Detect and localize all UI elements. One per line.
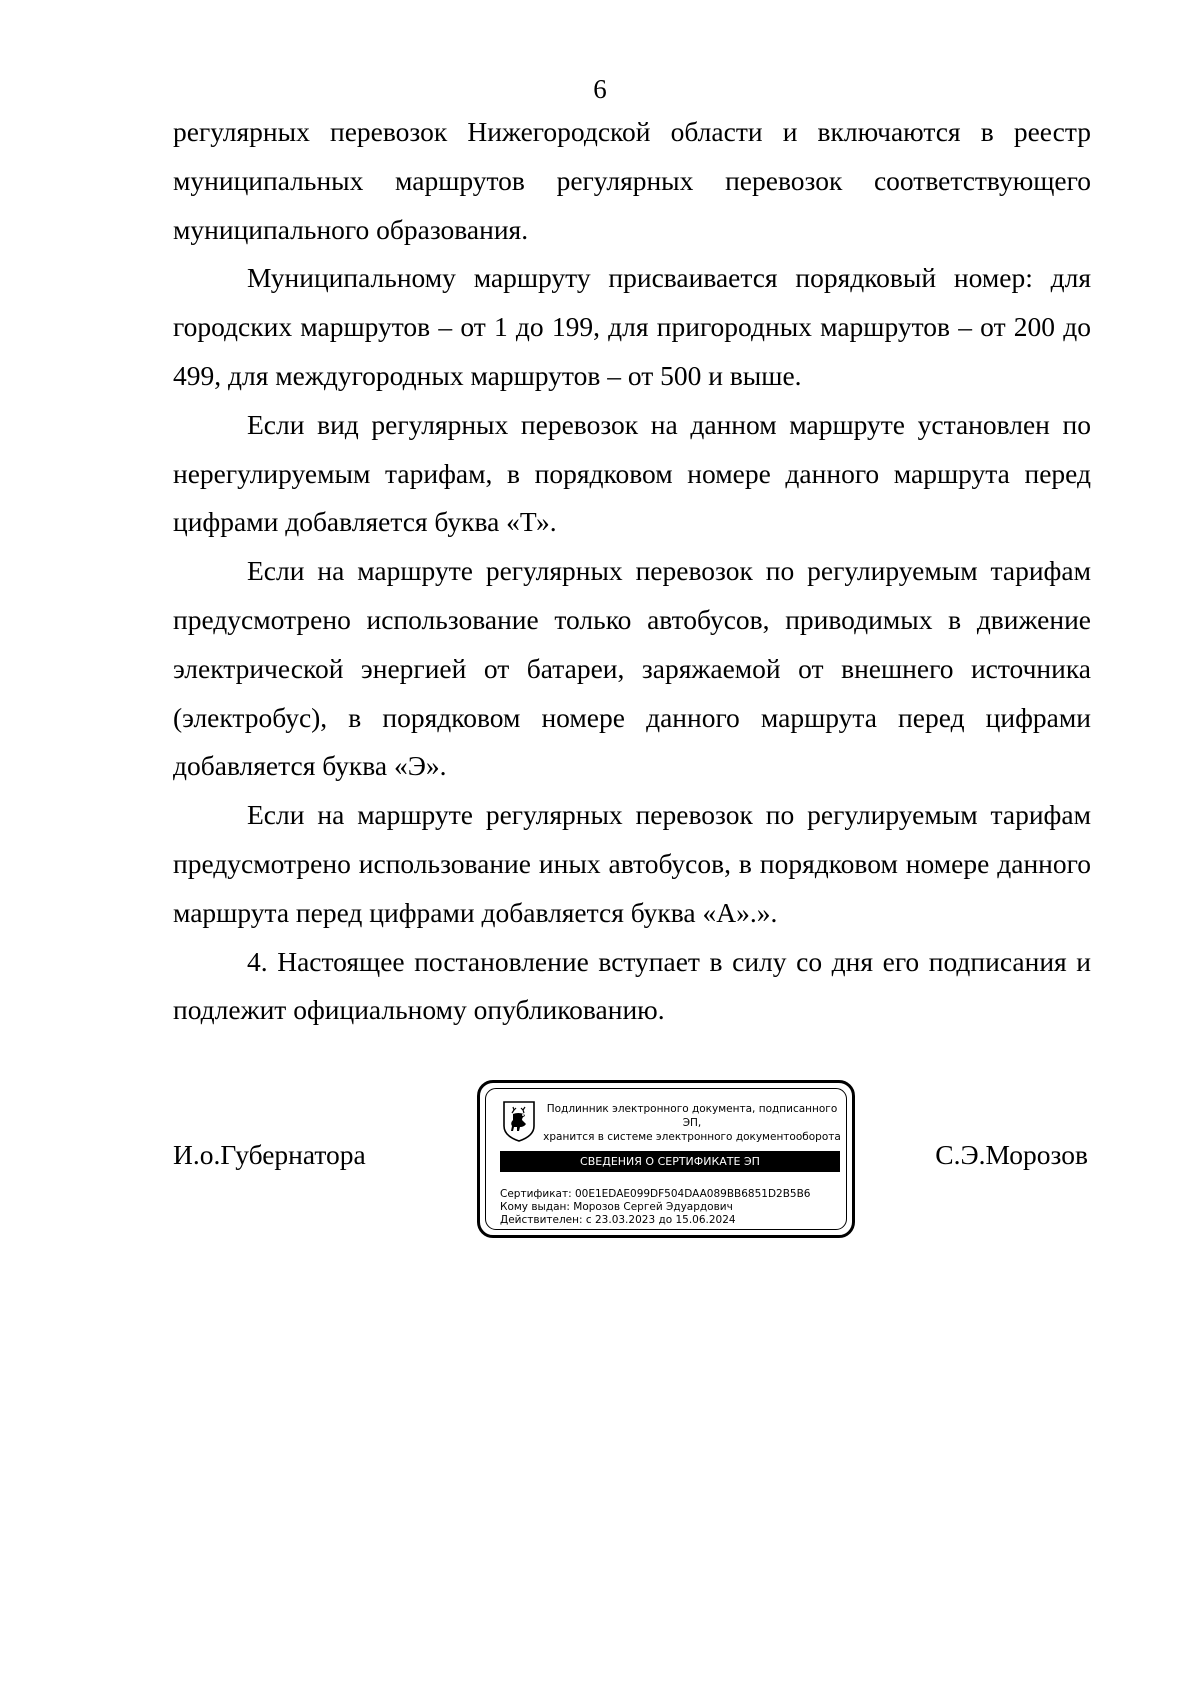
signatory-name: С.Э.Морозов [935,1139,1088,1170]
stamp-inner-frame [485,1088,847,1230]
paragraph-continuation: регулярных перевозок Нижегородской области и включаются в реестр муниципальных маршрутов регулярных перевозок соответствующего муниципального образования. [173,116,1091,245]
stamp-title-bar: СВЕДЕНИЯ О СЕРТИФИКАТЕ ЭП [500,1151,840,1172]
certificate-row [500,1188,840,1201]
paragraph-route-numbering: Муниципальному маршруту присваивается порядковый номер: для городских маршрутов – от 1 до 199, для пригородных маршрутов – от 200 до 499, для междугородных маршрутов – от 500 и выше. [173,262,1091,391]
validity-row [500,1214,840,1227]
stamp-header-line-1: Подлинник электронного документа, подписанного ЭП, [546,1103,838,1129]
issued-to-row [500,1201,840,1214]
paragraph-letter-e: Если на маршруте регулярных перевозок по регулируемым тарифам предусмотрено использование только автобусов, приводимых в движение электрической энергией от батареи, заряжаемой от внешнего источника (электробус), в порядковом номере данного маршрута перед цифрами добавляется буква «Э». [173,555,1091,782]
stamp-header [542,1102,842,1144]
certificate-value: 00E1EDAE099DF504DAA089BB6851D2B5B6 [574,1188,811,1200]
issued-to-value: Морозов Сергей Эдуардович [573,1201,733,1213]
stamp-header-line-2: хранится в системе электронного документооборота [543,1131,841,1143]
certificate-label: Сертификат: [500,1188,572,1200]
paragraph-effective-date: 4. Настоящее постановление вступает в силу со дня его подписания и подлежит официальному опубликованию. [173,945,1091,1026]
paragraph-letter-a: Если на маршруте регулярных перевозок по регулируемым тарифам предусмотрено использование иных автобусов, в порядковом номере данного маршрута перед цифрами добавляется буква «А».». [173,799,1091,928]
electronic-signature-stamp [477,1080,855,1238]
validity-label: Действителен: [500,1214,583,1226]
paragraph-letter-t: Если вид регулярных перевозок на данном маршруте установлен по нерегулируемым тарифам, в порядковом номере данного маршрута перед цифрами добавляется буква «Т». [173,408,1091,538]
stamp-details [500,1188,840,1227]
issued-to-label: Кому выдан: [500,1201,570,1213]
page-number: 6 [593,74,607,104]
nizhny-novgorod-deer-emblem-icon [502,1100,536,1142]
validity-value: с 23.03.2023 до 15.06.2024 [585,1214,736,1226]
signatory-position: И.о.Губернатора [173,1139,366,1170]
document-body [173,108,1091,1035]
